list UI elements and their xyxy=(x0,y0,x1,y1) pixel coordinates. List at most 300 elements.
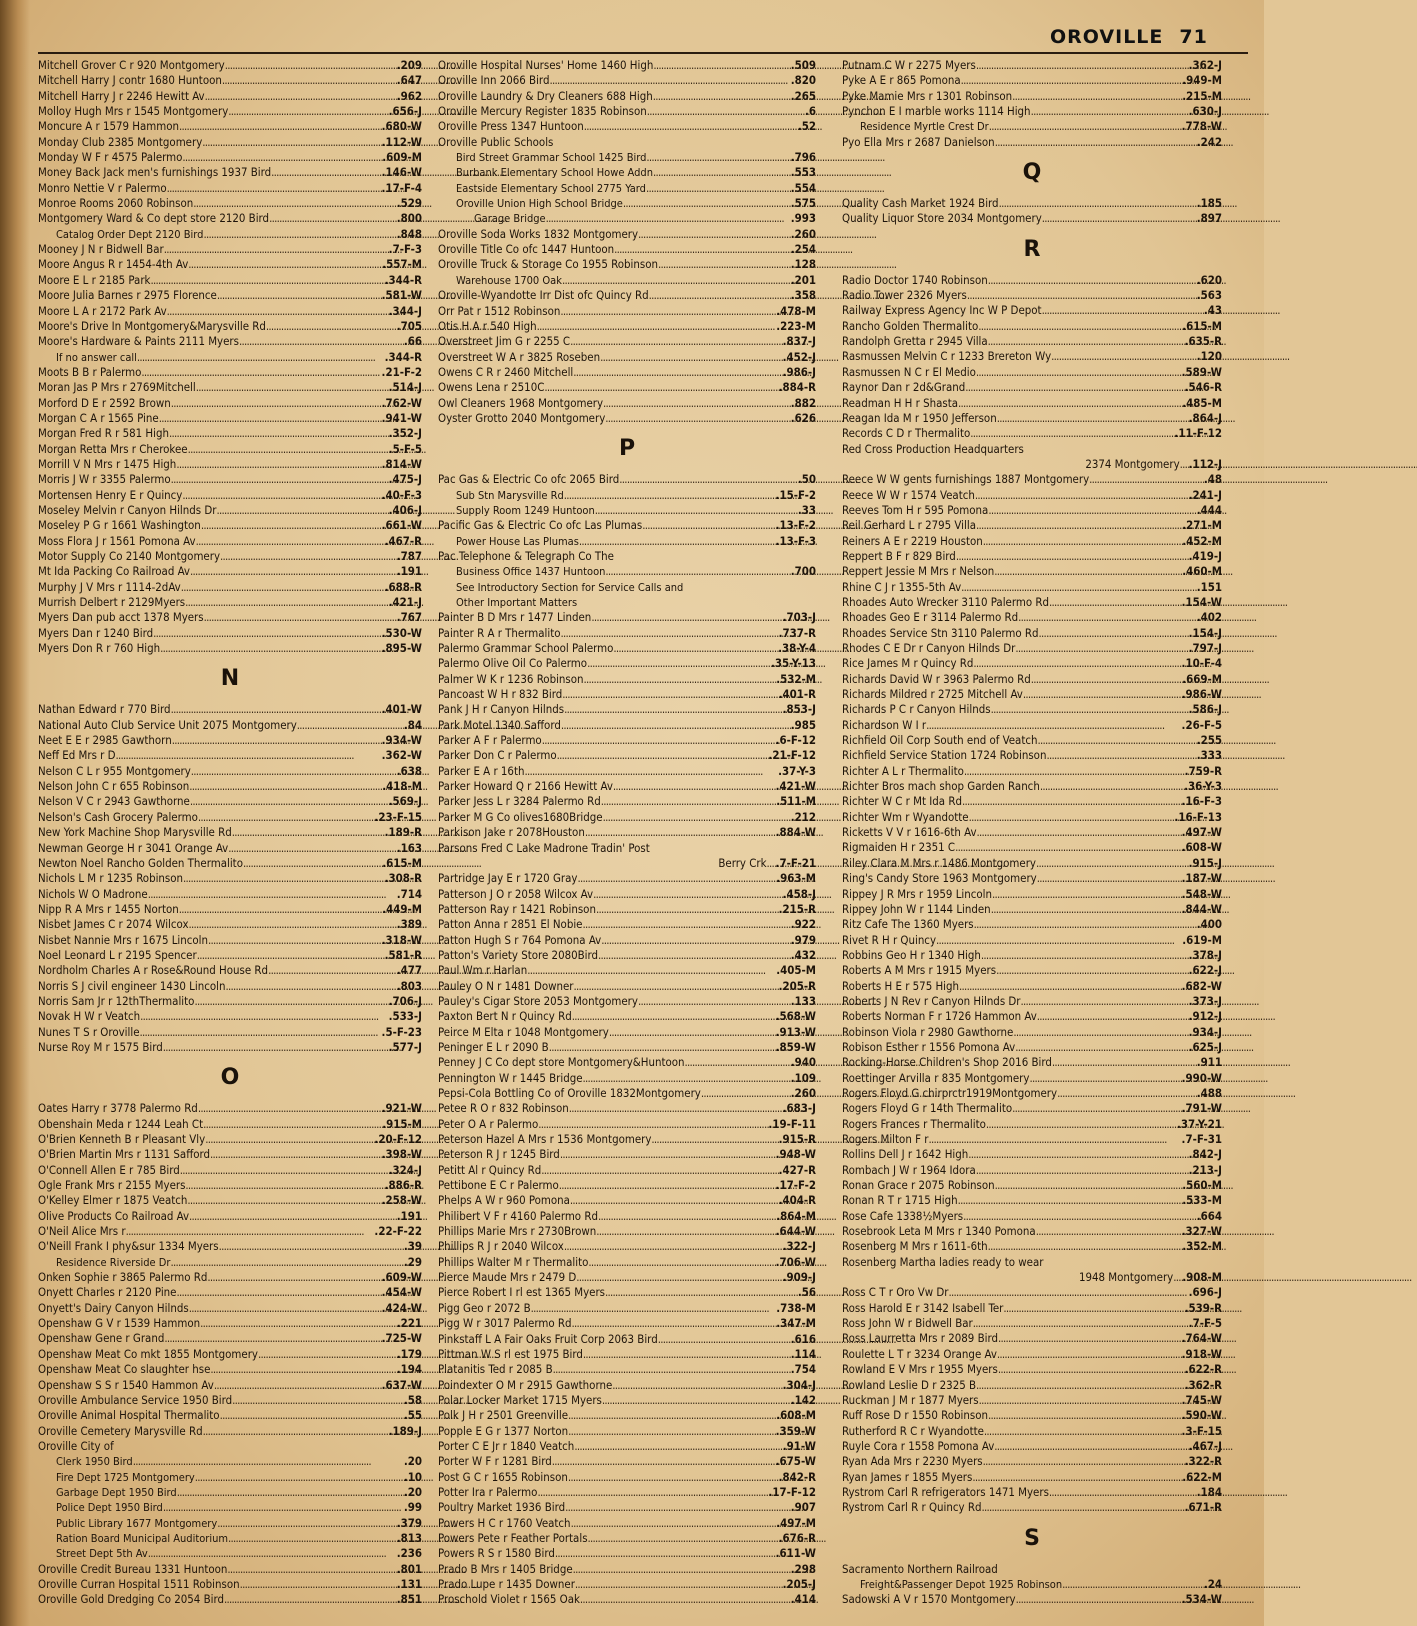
listing-entry xyxy=(842,917,1222,932)
listing-entry xyxy=(842,733,1222,748)
dot-leader xyxy=(978,319,1181,334)
listing-entry xyxy=(842,948,1222,963)
phone-number: .327-W xyxy=(1181,1224,1222,1239)
phone-number: .449-M xyxy=(382,901,422,916)
phone-number: .801 xyxy=(396,1561,422,1576)
phone-number: .813 xyxy=(396,1530,422,1545)
listing-entry xyxy=(438,518,816,533)
listing-name: Ration Board Municipal Auditorium xyxy=(56,1531,229,1545)
listing-name: O'Kelley Elmer r 1875 Veatch xyxy=(38,1193,188,1208)
phone-number: .29 xyxy=(403,1254,422,1269)
listing-name: Montgomery Ward & Co dept store 2120 Bird xyxy=(38,211,270,226)
listing-name: Richfield Oil Corp South end of Veatch xyxy=(842,733,1038,748)
dot-leader xyxy=(600,350,782,365)
phone-number: .260 xyxy=(790,226,816,241)
phone-number: .620 xyxy=(1196,272,1222,287)
listing-entry xyxy=(438,871,816,886)
listing-name: Pettibone E C r Palermo xyxy=(438,1178,559,1193)
phone-number: .460-M xyxy=(1182,564,1222,579)
listing-entry xyxy=(842,349,1222,364)
dot-leader xyxy=(1021,994,1188,1009)
listing-name: Oroville Inn 2066 Bird xyxy=(438,73,550,88)
dot-leader xyxy=(232,825,384,840)
listing-name: Parker Jess L r 3284 Palermo Rd xyxy=(438,794,601,809)
listing-name: Rose Cafe 1338½Myers xyxy=(842,1208,964,1223)
dot-leader xyxy=(598,948,790,963)
dot-leader xyxy=(150,273,383,288)
listing-entry xyxy=(38,779,422,794)
listing-name: Pynchon E I marble works 1114 High xyxy=(842,104,1031,119)
listing-entry xyxy=(842,211,1222,226)
phone-number: .189-R xyxy=(384,825,422,840)
dot-leader xyxy=(207,1270,380,1285)
listing-name: Pigg W r 3017 Palermo Rd xyxy=(438,1316,572,1331)
dot-leader xyxy=(579,534,775,549)
phone-number: .242 xyxy=(1196,134,1222,149)
listing-name: Richards P C r Canyon Hilnds xyxy=(842,702,991,717)
dot-leader xyxy=(571,1316,775,1331)
listing-name: Radio Tower 2326 Myers xyxy=(842,288,967,303)
phone-number: .478-M xyxy=(776,303,816,318)
section-letter: Q xyxy=(1022,160,1042,186)
listing-entry xyxy=(438,1147,816,1162)
listing-name: Overstreet W A r 3825 Roseben xyxy=(438,349,601,364)
listing-name: Moseley Melvin r Canyon Hilnds Dr xyxy=(38,502,217,517)
listing-entry xyxy=(842,564,1222,579)
listing-entry xyxy=(38,564,422,579)
listing-name: Reppert Jessie M Mrs r Nelson xyxy=(842,564,995,579)
listing-entry xyxy=(438,1577,816,1592)
listing-name: Reppert B F r 829 Bird xyxy=(842,548,956,563)
dot-leader xyxy=(646,181,790,196)
dot-leader xyxy=(577,871,775,886)
dot-leader xyxy=(167,304,388,319)
listing-entry xyxy=(438,1500,816,1515)
listing-entry xyxy=(438,1424,816,1439)
phone-number: .485-M xyxy=(1182,395,1222,410)
listing-entry xyxy=(438,1378,816,1393)
listing-name: Moss Flora J r 1561 Pomona Av xyxy=(38,533,196,548)
listing-entry xyxy=(38,610,422,625)
listing-name: Ronan R T r 1715 High xyxy=(842,1193,958,1208)
listing-entry xyxy=(38,733,422,748)
phone-number: .581-W xyxy=(381,288,422,303)
dot-leader xyxy=(222,73,396,88)
listing-entry xyxy=(842,534,1222,549)
phone-number: .373-J xyxy=(1188,993,1222,1008)
listing-name: Pac Gas & Electric Co ofc 2065 Bird xyxy=(438,472,620,487)
listing-entry xyxy=(38,58,422,73)
dot-leader xyxy=(140,1025,381,1040)
phone-number: .534-W xyxy=(1181,1592,1222,1607)
listing-name: Nisbet James C r 2074 Wilcox xyxy=(38,917,189,932)
phone-number: .151 xyxy=(1196,579,1222,594)
listing-name: Rowland Leslie D r 2325 B xyxy=(842,1377,977,1392)
listing-entry xyxy=(438,549,816,564)
phone-number: .404-R xyxy=(778,1193,816,1208)
listing-name: Mitchell Grover C r 920 Montgomery xyxy=(38,58,225,72)
listing-name: Red Cross Production Headquarters xyxy=(842,441,1024,456)
phone-number: .333 xyxy=(1196,748,1222,763)
dot-leader xyxy=(271,165,381,180)
dot-leader xyxy=(1016,1592,1181,1607)
dot-leader xyxy=(977,825,1181,840)
dot-leader xyxy=(544,380,777,395)
listing-name: Other Important Matters xyxy=(456,596,578,609)
listing-entry xyxy=(438,610,816,625)
phone-number: .322-R xyxy=(1184,1454,1222,1469)
listing-entry xyxy=(38,1193,422,1208)
listing-name: Richards David W r 3963 Palermo Rd xyxy=(842,671,1031,686)
dot-leader xyxy=(981,948,1188,963)
listing-name: Nelson V C r 2943 Gawthorne xyxy=(38,794,190,809)
phone-number: .934-W xyxy=(381,733,422,748)
phone-number: .661-W xyxy=(381,518,422,533)
listing-entry xyxy=(38,595,422,610)
listing-entry xyxy=(842,1592,1222,1607)
listing-name: Oroville-Wyandotte Irr Dist ofc Quincy Rd xyxy=(438,288,649,303)
listing-name: Motor Supply Co 2140 Montgomery xyxy=(38,549,221,563)
phone-number: .647 xyxy=(396,73,422,88)
phone-number: .241-J xyxy=(1188,487,1222,502)
phone-number: .142 xyxy=(790,1392,816,1407)
dot-leader xyxy=(969,810,1174,825)
phone-number: .109 xyxy=(790,1070,816,1085)
dot-leader xyxy=(651,1132,777,1147)
dot-leader xyxy=(642,518,774,533)
listing-entry xyxy=(38,211,422,226)
listing-entry xyxy=(438,1086,816,1101)
phone-number: .548-W xyxy=(1181,886,1222,901)
listing-name: Otis H A r 540 High xyxy=(438,318,537,333)
dot-leader xyxy=(189,917,396,932)
dot-leader xyxy=(126,1224,374,1239)
listing-name: Ross Harold E r 3142 Isabell Ter xyxy=(842,1300,1004,1315)
dot-leader xyxy=(949,1285,1188,1300)
dot-leader xyxy=(1037,871,1181,886)
listing-name: Rhoades Service Stn 3110 Palermo Rd xyxy=(842,625,1039,640)
listing-name: Openshaw Gene r Grand xyxy=(38,1331,165,1346)
listing-entry xyxy=(38,518,422,533)
listing-name: Richter Bros mach shop Garden Ranch xyxy=(842,779,1040,794)
listing-entry xyxy=(38,1485,422,1500)
listing-name: Warehouse 1700 Oak xyxy=(456,273,562,287)
phone-number: .452-J xyxy=(782,349,816,364)
dot-leader xyxy=(591,610,781,625)
phone-number: .39 xyxy=(403,1239,422,1254)
listing-name: 2374 Montgomery xyxy=(1085,456,1180,471)
dot-leader xyxy=(638,994,790,1009)
phone-number: .797-J xyxy=(1188,641,1222,655)
phone-number: .637-W xyxy=(381,1377,422,1392)
listing-entry xyxy=(438,994,816,1009)
listing-entry xyxy=(38,1408,422,1423)
listing-name: Oroville Union High School Bridge xyxy=(456,197,623,211)
listing-entry xyxy=(438,1454,816,1469)
dot-leader xyxy=(989,119,1181,134)
phone-number: .949-M xyxy=(1182,73,1222,88)
listing-entry xyxy=(38,119,422,134)
phone-number: .10 xyxy=(403,1469,422,1484)
phone-number: .389 xyxy=(396,917,422,932)
dot-leader xyxy=(220,1408,403,1423)
listing-name: Supply Room 1249 Huntoon xyxy=(456,503,595,517)
listing-name: Pyke A E r 865 Pomona xyxy=(842,73,961,88)
dot-leader xyxy=(217,1516,395,1531)
listing-entry xyxy=(438,1239,816,1254)
dot-leader xyxy=(962,794,1181,809)
listing-entry xyxy=(842,1071,1222,1086)
phone-number: .682-W xyxy=(1181,978,1222,993)
phone-number: .626 xyxy=(790,410,816,425)
phone-number: .191 xyxy=(396,564,422,579)
phone-number: .421-J xyxy=(388,595,422,610)
phone-number: .791-W xyxy=(1181,1101,1222,1116)
phone-number: .509 xyxy=(790,58,816,72)
listing-entry xyxy=(842,794,1222,809)
phone-number: .814-W xyxy=(381,456,422,471)
listing-name: Rogers Floyd G r 14th Thermalito xyxy=(842,1101,1013,1116)
listing-entry xyxy=(38,1239,422,1254)
phone-number: .401-W xyxy=(381,702,422,717)
listing-name: Ritz Cafe The 1360 Myers xyxy=(842,917,974,932)
phone-number: .24 xyxy=(1203,1576,1222,1591)
listing-name: Oroville Credit Bureau 1331 Huntoon xyxy=(38,1561,228,1576)
listing-name: Morgan Fred R r 581 High xyxy=(38,426,169,441)
listing-entry xyxy=(842,1193,1222,1208)
phone-number: .767 xyxy=(396,610,422,625)
listing-entry xyxy=(842,718,1222,733)
listing-entry xyxy=(438,1562,816,1577)
phone-number: .853-J xyxy=(782,702,816,717)
dot-leader xyxy=(968,1147,1187,1162)
listing-entry xyxy=(438,687,816,702)
listing-entry xyxy=(38,1531,422,1546)
dot-leader xyxy=(176,457,380,472)
listing-entry xyxy=(842,672,1222,687)
listing-name: Rippey J R Mrs r 1959 Lincoln xyxy=(842,886,992,901)
listing-name: Radio Doctor 1740 Robinson xyxy=(842,272,988,287)
listing-name: Rogers Floyd G chirprctr1919Montgomery xyxy=(842,1085,1058,1100)
listing-name: Business Office 1437 Huntoon xyxy=(456,565,606,579)
listing-name: O'Connell Allen E r 785 Bird xyxy=(38,1162,180,1177)
listing-entry xyxy=(842,656,1222,671)
dot-leader xyxy=(976,1378,1184,1393)
listing-entry xyxy=(438,534,816,549)
phone-number: .23-F-15 xyxy=(374,809,422,824)
listing-name: Moore Angus R r 1454-4th Av xyxy=(38,257,189,272)
dot-leader xyxy=(570,1193,778,1208)
listing-entry xyxy=(842,89,1222,104)
listing-entry xyxy=(842,1470,1222,1485)
listing-name: Pyo Ella Mrs r 2687 Danielson xyxy=(842,134,995,149)
dot-leader xyxy=(560,1147,775,1162)
dot-leader xyxy=(584,672,776,687)
listing-entry xyxy=(842,641,1222,656)
phone-number: .16-F-3 xyxy=(1181,794,1222,809)
listing-name: Records C D r Thermalito xyxy=(842,426,971,441)
dot-leader xyxy=(137,350,384,365)
listing-name: Richfield Service Station 1724 Robinson xyxy=(842,748,1047,763)
dot-leader xyxy=(1003,1301,1183,1316)
listing-name: Moore's Hardware & Paints 2111 Myers xyxy=(38,334,239,349)
listing-entry xyxy=(438,1439,816,1454)
dot-leader xyxy=(187,1193,380,1208)
listing-name: Monroe Rooms 2060 Robinson xyxy=(38,196,194,211)
dot-leader xyxy=(203,227,395,242)
listing-name: Rhodes C E Dr r Canyon Hilnds Dr xyxy=(842,641,1016,655)
listing-name: Raynor Dan r 2d&Grand xyxy=(842,380,966,395)
dot-leader xyxy=(204,610,396,625)
phone-number: .625-J xyxy=(1188,1039,1222,1054)
dot-leader xyxy=(201,518,381,533)
listing-entry xyxy=(438,1055,816,1070)
dot-leader xyxy=(538,1117,767,1132)
dot-leader xyxy=(605,564,789,579)
dot-leader xyxy=(991,902,1181,917)
listing-name: Patterson J O r 2058 Wilcox Av xyxy=(438,886,594,901)
listing-name: Richards Mildred r 2725 Mitchell Av xyxy=(842,687,1023,702)
phone-number: .918-W xyxy=(1181,1346,1222,1361)
listing-name: Patterson Ray r 1421 Robinson xyxy=(438,901,596,916)
listing-name: Phillips R J r 2040 Wilcox xyxy=(438,1239,564,1254)
listing-entry xyxy=(38,1424,422,1439)
listing-entry xyxy=(438,135,816,150)
dot-leader xyxy=(1089,472,1203,487)
listing-name: Residence Myrtle Crest Dr xyxy=(860,120,989,134)
listing-name: Paxton Bert N r Quincy Rd xyxy=(438,1009,572,1024)
listing-entry xyxy=(38,794,422,809)
dot-leader xyxy=(967,288,1196,303)
listing-entry xyxy=(842,1132,1222,1147)
listing-entry xyxy=(438,58,816,73)
dot-leader xyxy=(198,1101,381,1116)
phone-number: .191 xyxy=(396,1208,422,1223)
dot-leader xyxy=(1042,211,1196,226)
listing-entry xyxy=(842,288,1222,303)
listing-name: Prado B Mrs r 1405 Bridge xyxy=(438,1561,573,1576)
listing-entry xyxy=(438,488,816,503)
listing-entry xyxy=(438,595,816,610)
phone-number: .553 xyxy=(790,165,816,180)
listing-entry xyxy=(38,1316,422,1331)
listing-name: Nipp R A Mrs r 1455 Norton xyxy=(38,901,179,916)
dot-leader xyxy=(958,396,1181,411)
listing-name: Oates Harry r 3778 Palermo Rd xyxy=(38,1101,198,1116)
dot-leader xyxy=(1057,1086,1196,1101)
listing-name: Oroville Curran Hospital 1511 Robinson xyxy=(38,1576,240,1591)
listing-name: Mortensen Henry E r Quincy xyxy=(38,487,183,502)
phone-number: .837-J xyxy=(782,334,816,349)
listing-name: Monday Club 2385 Montgomery xyxy=(38,134,203,149)
listing-name: Rippey John W r 1144 Linden xyxy=(842,901,991,916)
listing-entry xyxy=(38,718,422,733)
phone-number: .706-W xyxy=(775,1254,816,1269)
phone-number: .714 xyxy=(396,886,422,901)
listing-entry xyxy=(38,1500,422,1515)
dot-leader xyxy=(232,1393,403,1408)
listing-entry xyxy=(38,457,422,472)
dot-leader xyxy=(198,810,374,825)
phone-number: .7-F-3 xyxy=(388,242,422,257)
listing-name: Peninger E L r 2090 B xyxy=(438,1039,549,1054)
phone-number: .265 xyxy=(790,88,816,103)
listing-entry xyxy=(842,979,1222,994)
listing-entry xyxy=(438,1485,816,1500)
phone-number: .622-R xyxy=(1184,1362,1222,1377)
listing-name: Moore Julia Barnes r 2975 Florence xyxy=(38,288,217,303)
dot-leader xyxy=(936,933,1181,948)
phone-number: .611-W xyxy=(775,1546,816,1561)
listing-entry xyxy=(38,1301,422,1316)
listing-entry xyxy=(842,1086,1222,1101)
listing-name: Garage Bridge xyxy=(474,212,546,226)
listing-entry xyxy=(438,350,816,365)
listing-entry xyxy=(842,1255,1222,1270)
dot-leader xyxy=(148,887,396,902)
dot-leader xyxy=(239,334,403,349)
phone-number: .260 xyxy=(790,1086,816,1100)
listing-name: Catalog Order Dept 2120 Bird xyxy=(56,227,204,241)
listing-entry xyxy=(438,1393,816,1408)
phone-number: .529 xyxy=(396,196,422,211)
listing-entry xyxy=(38,1592,422,1607)
listing-entry xyxy=(842,856,1222,871)
dot-leader xyxy=(116,748,381,763)
listing-name: Rosenberg M Mrs r 1611-6th xyxy=(842,1239,988,1254)
dot-leader xyxy=(140,1009,388,1024)
listing-entry xyxy=(438,1117,816,1132)
listing-entry xyxy=(842,119,1222,134)
phone-number: .886-R xyxy=(384,1178,422,1193)
listing-entry xyxy=(438,779,816,794)
listing-entry xyxy=(38,1516,422,1531)
dot-leader xyxy=(588,1531,778,1546)
listing-name: Monro Nettie V r Palermo xyxy=(38,180,167,195)
phone-number: .738-M xyxy=(776,1300,816,1315)
listing-name: Nisbet Nannie Mrs r 1675 Lincoln xyxy=(38,932,209,947)
listing-name: Ruyle Cora r 1558 Pomona Av xyxy=(842,1438,995,1453)
listing-name: Riley Clara M Mrs r 1486 Montgomery xyxy=(842,855,1036,870)
phone-number: .22-F-22 xyxy=(374,1224,422,1239)
listing-entry xyxy=(438,89,816,104)
listing-name: Mooney J N r Bidwell Bar xyxy=(38,242,164,257)
listing-entry xyxy=(438,917,816,932)
listing-name: Overstreet Jim G r 2255 C xyxy=(438,334,571,349)
listing-entry xyxy=(38,994,422,1009)
listing-entry xyxy=(842,764,1222,779)
phone-number: .304-J xyxy=(782,1377,816,1392)
dot-leader xyxy=(171,396,381,411)
dot-leader xyxy=(564,1239,782,1254)
listing-name: Owl Cleaners 1968 Montgomery xyxy=(438,395,604,410)
dot-leader xyxy=(182,150,381,165)
dot-leader xyxy=(1049,1485,1196,1500)
listing-entry xyxy=(438,1592,816,1607)
phone-number: .3-F-15 xyxy=(1181,1423,1222,1438)
listing-name: Pigg Geo r 2072 B xyxy=(438,1300,531,1315)
dot-leader xyxy=(976,518,1181,533)
phone-number: .941-W xyxy=(381,410,422,425)
dot-leader xyxy=(1029,1071,1180,1086)
dot-leader xyxy=(1013,1025,1187,1040)
phone-number: .6 xyxy=(804,104,816,119)
phone-number: .205-R xyxy=(778,978,816,993)
dot-leader xyxy=(974,917,1196,932)
header-rule xyxy=(38,52,1248,54)
dot-leader xyxy=(562,687,777,702)
phone-number: .402 xyxy=(1196,610,1222,625)
